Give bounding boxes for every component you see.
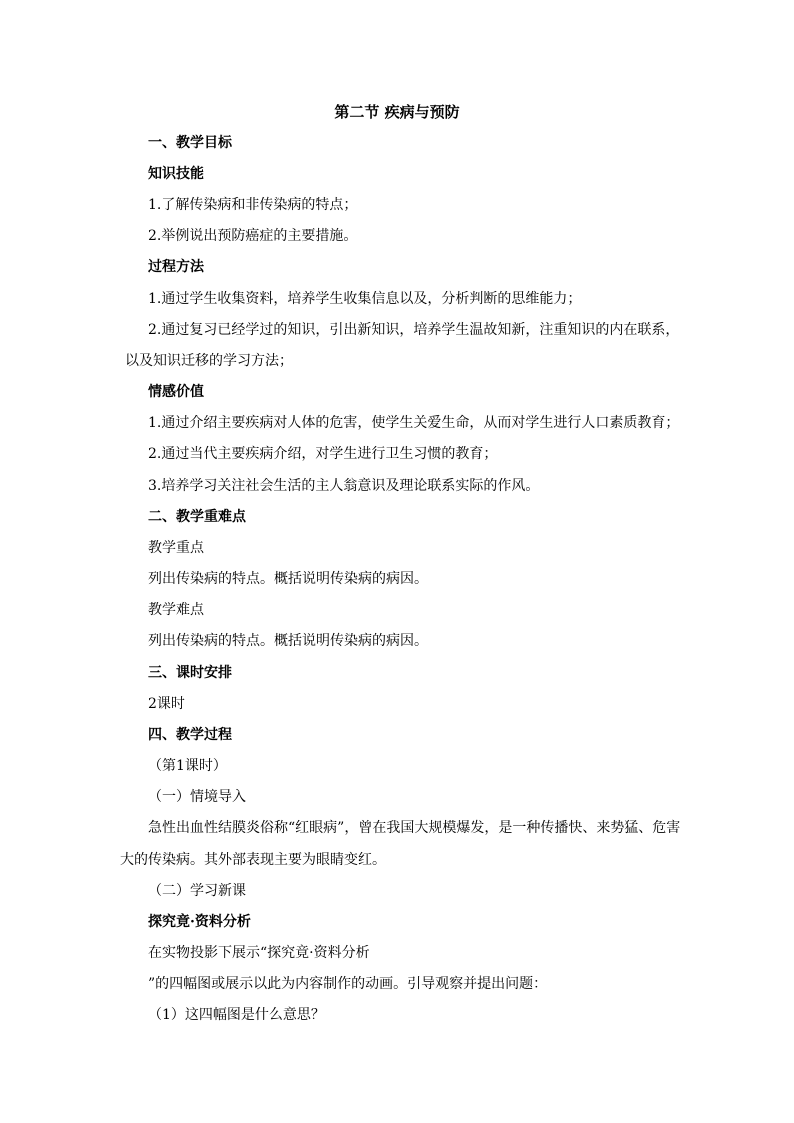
paragraph-line: 以及知识迁移的学习方法； [125, 353, 293, 369]
document-title: 第二节 疾病与预防 [334, 103, 460, 121]
paragraph-line: 2.举例说出预防癌症的主要措施。 [148, 228, 358, 244]
paragraph-line: 大的传染病。其外部表现主要为眼睛变红。 [120, 852, 386, 868]
subheading-emotion-values: 情感价值 [148, 384, 204, 400]
paragraph-line: 1.通过介绍主要疾病对人体的危害，使学生关爱生命，从而对学生进行人口素质教育； [148, 415, 680, 431]
paragraph-line: 列出传染病的特点。概括说明传染病的病因。 [148, 571, 428, 587]
section-heading-schedule: 三、课时安排 [148, 665, 232, 681]
paragraph-line: 1.通过学生收集资料，培养学生收集信息以及，分析判断的思维能力； [148, 291, 582, 307]
paragraph-line: （1）这四幅图是什么意思？ [148, 1007, 325, 1023]
paragraph-line: 3.培养学习关注社会生活的主人翁意识及理论联系实际的作风。 [148, 478, 540, 494]
subheading-knowledge-skills: 知识技能 [148, 166, 204, 182]
paragraph-line: 1.了解传染病和非传染病的特点； [148, 197, 358, 213]
paragraph-line: 教学重点 [148, 540, 204, 556]
section-heading-key-points: 二、教学重难点 [148, 509, 246, 525]
paragraph-line: 列出传染病的特点。概括说明传染病的病因。 [148, 633, 428, 649]
section-heading-process: 四、教学过程 [148, 727, 232, 743]
paragraph-line: 教学难点 [148, 602, 204, 618]
paragraph-line: 在实物投影下展示“探究竟·资料分析 [148, 945, 370, 961]
paragraph-line: 2.通过复习已经学过的知识，引出新知识，培养学生温故知新，注重知识的内在联系， [148, 322, 680, 338]
subheading-process-method: 过程方法 [148, 259, 204, 275]
paragraph-line: 2.通过当代主要疾病介绍，对学生进行卫生习惯的教育； [148, 446, 498, 462]
section-heading-objectives: 一、教学目标 [148, 135, 232, 151]
paragraph-line: 2课时 [148, 696, 185, 712]
paragraph-line: （二）学习新课 [148, 883, 246, 899]
paragraph-line: （第1课时） [148, 758, 227, 774]
paragraph-line: ”的四幅图或展示以此为内容制作的动画。引导观察并提出问题： [148, 976, 548, 992]
paragraph-line: 急性出血性结膜炎俗称“红眼病”，曾在我国大规模爆发，是一种传播快、来势猛、危害 [148, 820, 681, 836]
subheading-inquiry: 探究竟·资料分析 [148, 914, 251, 930]
paragraph-line: （一）情境导入 [148, 789, 246, 805]
